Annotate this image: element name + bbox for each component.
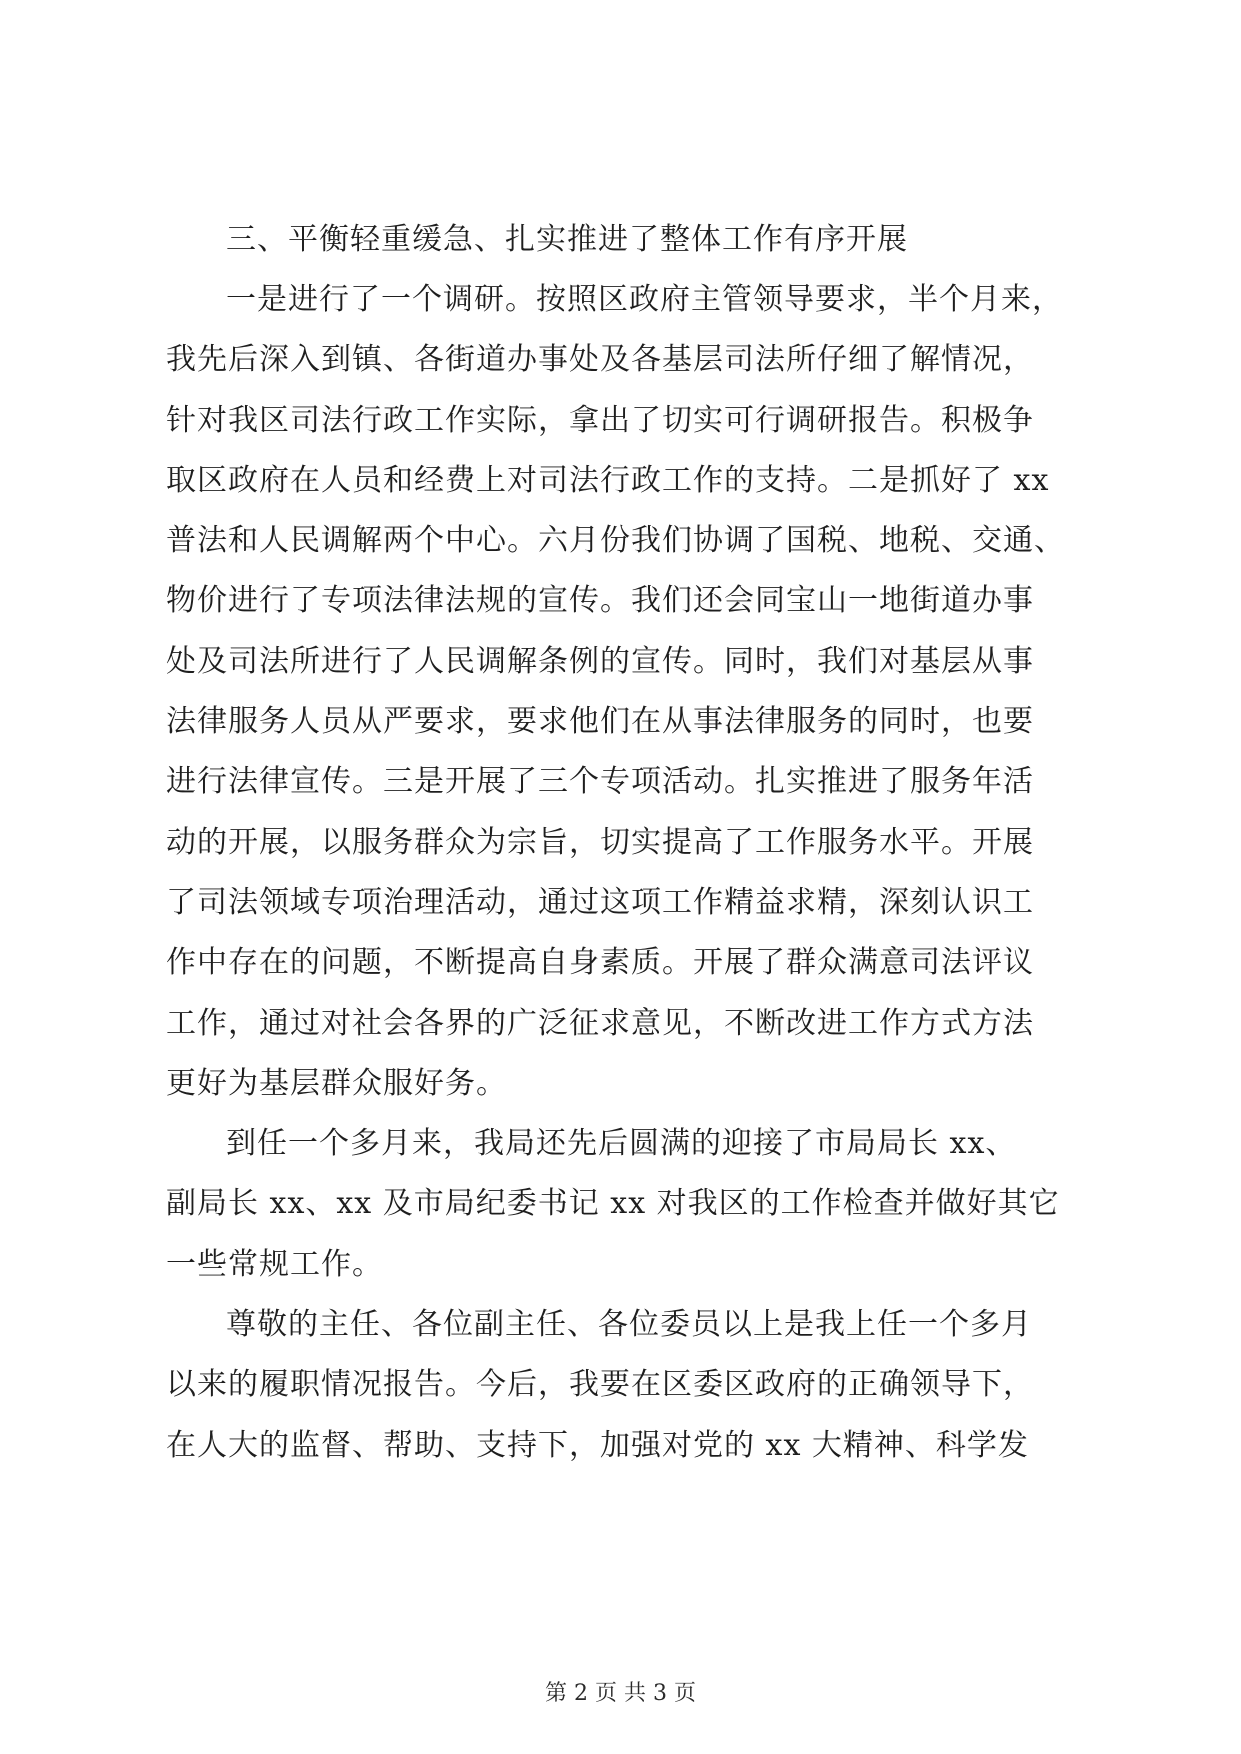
paragraph-line: 动的开展，以服务群众为宗旨，切实提高了工作服务水平。开展	[166, 824, 1034, 860]
section-heading: 三、平衡轻重缓急、扎实推进了整体工作有序开展	[226, 222, 908, 257]
paragraph-line: 一是进行了一个调研。按照区政府主管领导要求，半个月来，	[226, 282, 1063, 317]
paragraph-line: 处及司法所进行了人民调解条例的宣传。同时，我们对基层从事	[166, 643, 1034, 679]
paragraph-line: 工作，通过对社会各界的广泛征求意见，不断改进工作方式方法	[166, 1005, 1034, 1041]
paragraph-line: 一些常规工作。	[166, 1246, 383, 1282]
paragraph-line: 在人大的监督、帮助、支持下，加强对党的 xx 大精神、科学发	[166, 1427, 1029, 1463]
paragraph-line: 物价进行了专项法律法规的宣传。我们还会同宝山一地街道办事	[166, 583, 1034, 619]
paragraph-line: 普法和人民调解两个中心。六月份我们协调了国税、地税、交通、	[166, 523, 1065, 559]
paragraph-line: 了司法领域专项治理活动，通过这项工作精益求精，深刻认识工	[166, 884, 1034, 920]
paragraph-line: 尊敬的主任、各位副主任、各位委员以上是我上任一个多月	[226, 1307, 1032, 1343]
paragraph-line: 作中存在的问题，不断提高自身素质。开展了群众满意司法评议	[166, 945, 1034, 981]
paragraph-3	[166, 1295, 1076, 1476]
paragraph-line: 到任一个多月来，我局还先后圆满的迎接了市局局长 xx、	[226, 1126, 1017, 1162]
paragraph-line: 针对我区司法行政工作实际，拿出了切实可行调研报告。积极争	[166, 402, 1034, 438]
paragraph-2	[166, 1114, 1076, 1295]
document-body	[166, 210, 1076, 1476]
paragraph-line: 我先后深入到镇、各街道办事处及各基层司法所仔细了解情况，	[166, 342, 1034, 378]
paragraph-line: 副局长 xx、xx 及市局纪委书记 xx 对我区的工作检查并做好其它	[166, 1186, 1060, 1222]
page-footer: 第 2 页 共 3 页	[545, 1681, 696, 1706]
paragraph-line: 法律服务人员从严要求，要求他们在从事法律服务的同时，也要	[166, 704, 1034, 740]
paragraph-line: 以来的履职情况报告。今后，我要在区委区政府的正确领导下，	[166, 1367, 1034, 1403]
paragraph-1	[166, 270, 1076, 1114]
paragraph-line: 更好为基层群众服好务。	[166, 1065, 507, 1101]
paragraph-line: 取区政府在人员和经费上对司法行政工作的支持。二是抓好了 xx	[166, 462, 1050, 498]
paragraph-line: 进行法律宣传。三是开展了三个专项活动。扎实推进了服务年活	[166, 764, 1034, 800]
